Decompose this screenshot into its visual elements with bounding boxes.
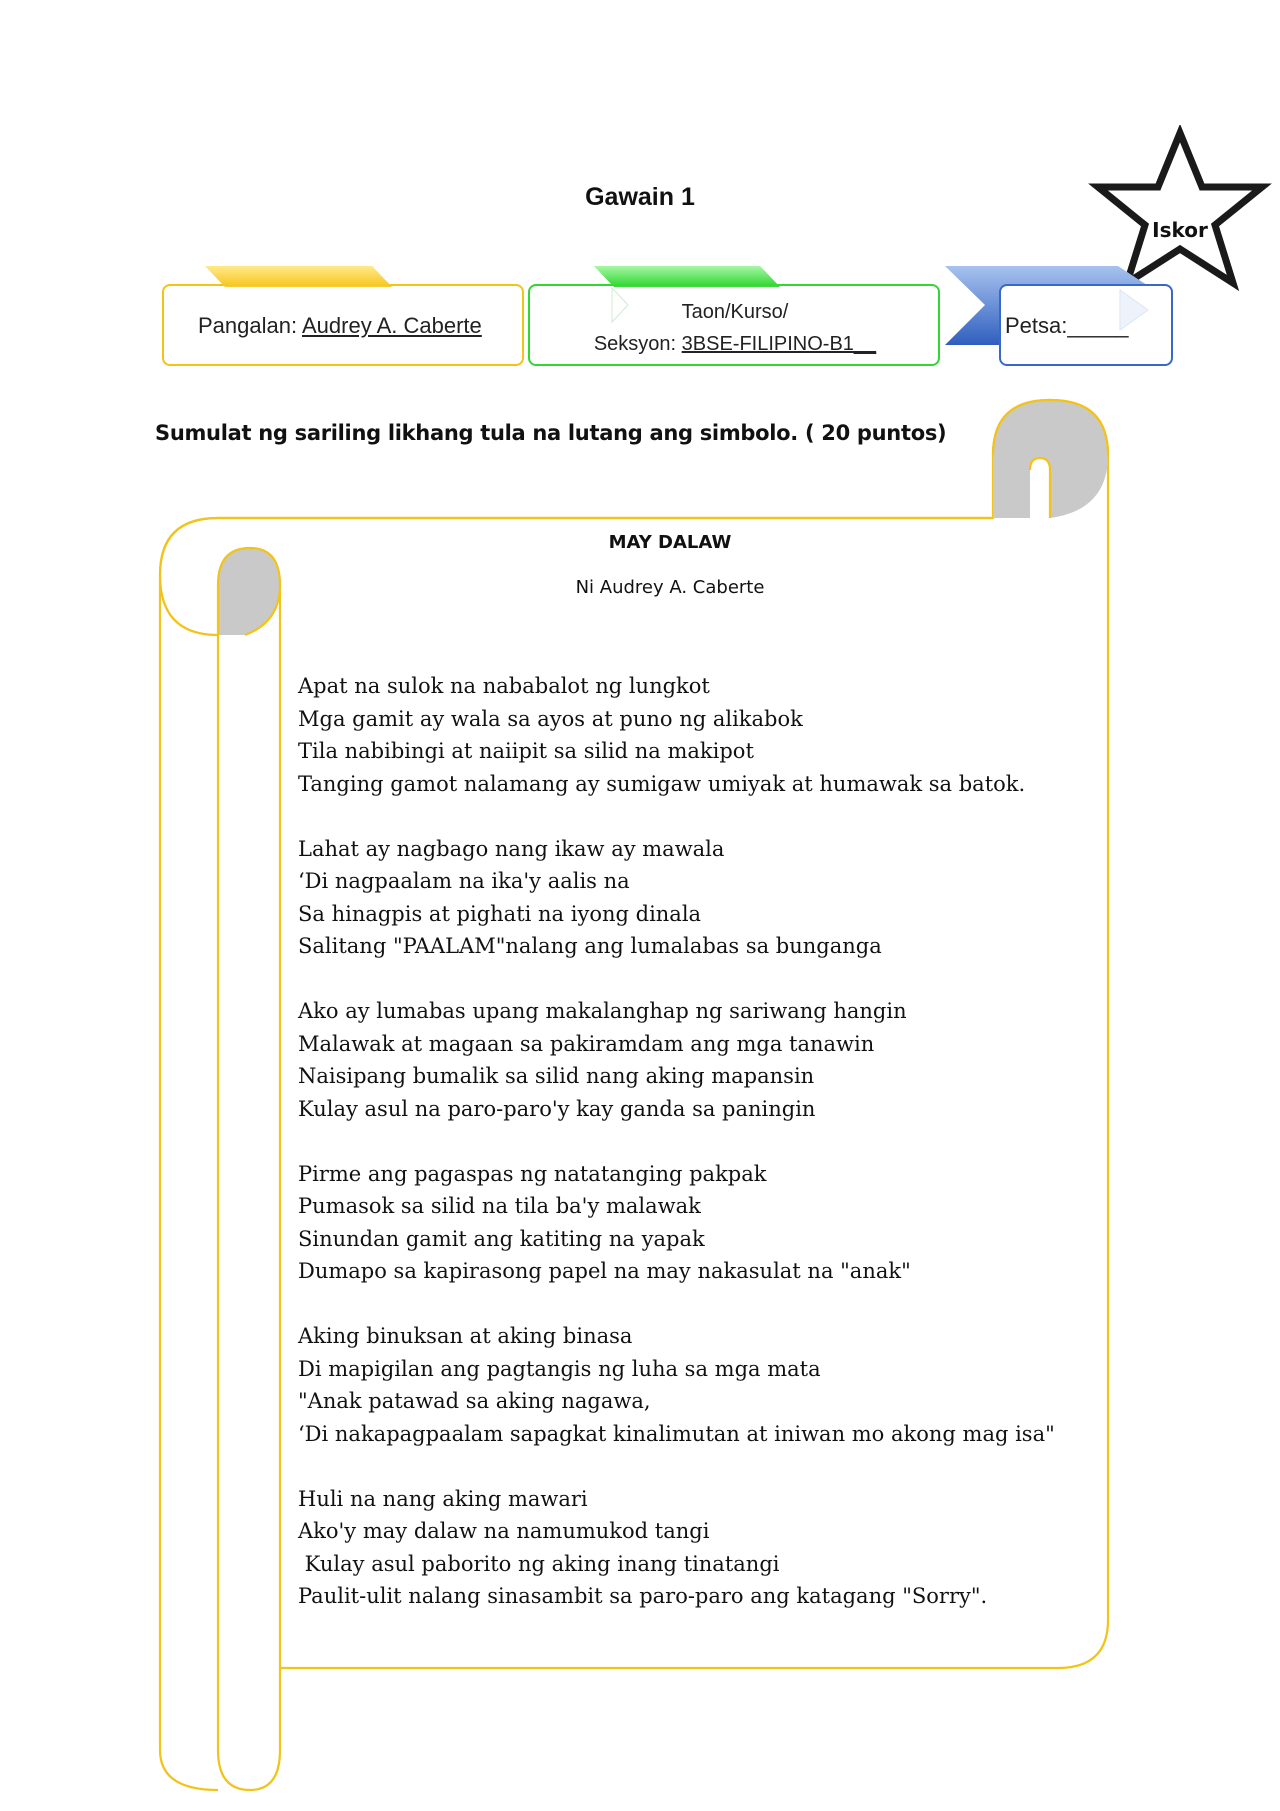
poem-author: Ni Audrey A. Caberte	[575, 577, 765, 598]
poem-line: Paulit-ulit nalang sinasambit sa paro-paro ang katagang "Sorry".	[298, 1584, 988, 1608]
score-label: Iskor	[1152, 218, 1208, 242]
poem-body	[298, 670, 1058, 1645]
poem-line: Malawak at magaan sa pakiramdam ang mga tanawin	[298, 1031, 875, 1056]
instruction-text: Sumulat ng sariling likhang tula na lutang ang simbolo. ( 20 puntos)	[155, 421, 947, 445]
poem-line: Dumapo sa kapirasong papel na may nakasulat na "anak"	[298, 1259, 911, 1283]
stanza	[298, 1158, 1058, 1288]
poem-line: Salitang "PAALAM"nalang ang lumalabas sa bunganga	[298, 934, 882, 958]
course-section-field	[520, 296, 950, 360]
poem-line: Sa hinagpis at pighati na iyong dinala	[298, 901, 702, 926]
poem-line: Naisipang bumalik sa silid nang aking mapansin	[298, 1064, 815, 1088]
poem-line: ‘Di nakapagpaalam sapagkat kinalimutan at iniwan mo akong mag isa"	[298, 1421, 1055, 1446]
poem-title: MAY DALAW	[608, 532, 732, 553]
page-title: Gawain 1	[585, 183, 695, 211]
poem-line: Kulay asul paborito ng aking inang tinatangi	[298, 1551, 780, 1576]
poem-line: Kulay asul na paro-paro'y kay ganda sa paningin	[298, 1096, 816, 1121]
stanza	[298, 670, 1058, 800]
date-field: Petsa:_____	[1005, 313, 1129, 338]
name-value: Audrey A. Caberte	[302, 313, 482, 338]
course-label: Taon/Kurso/	[681, 301, 789, 323]
name-field	[198, 313, 482, 339]
poem-line: Ako ay lumabas upang makalanghap ng sariwang hangin	[298, 999, 907, 1023]
section-label: Seksyon:	[593, 333, 677, 355]
poem-line: "Anak patawad sa aking nagawa,	[298, 1389, 651, 1413]
poem-line: Mga gamit ay wala sa ayos at puno ng alikabok	[298, 706, 803, 731]
poem-line: Huli na nang aking mawari	[298, 1486, 588, 1511]
section-value: 3BSE-FILIPINO-B1__	[681, 333, 877, 355]
name-label: Pangalan:	[198, 313, 298, 338]
poem-line: Sinundan gamit ang katiting na yapak	[298, 1226, 705, 1251]
stanza	[298, 833, 1058, 963]
stanza	[298, 995, 1058, 1125]
poem-line: Tanging gamot nalamang ay sumigaw umiyak at humawak sa batok.	[298, 771, 1026, 796]
poem-line: Pirme ang pagaspas ng natatanging pakpak	[298, 1161, 767, 1186]
poem-line: Lahat ay nagbago nang ikaw ay mawala	[298, 836, 725, 861]
poem-line: ‘Di nagpaalam na ika'y aalis na	[298, 869, 630, 893]
poem-line: Apat na sulok na nababalot ng lungkot	[298, 674, 710, 698]
poem-line: Aking binuksan at aking binasa	[298, 1324, 633, 1348]
poem-line: Tila nabibingi at naiipit sa silid na makipot	[298, 739, 754, 763]
poem-line: Pumasok sa silid na tila ba'y malawak	[298, 1194, 701, 1218]
stanza	[298, 1483, 1058, 1613]
poem-line: Di mapigilan ang pagtangis ng luha sa mga mata	[298, 1356, 821, 1381]
stanza	[298, 1320, 1058, 1450]
poem-line: Ako'y may dalaw na namumukod tangi	[298, 1519, 710, 1543]
